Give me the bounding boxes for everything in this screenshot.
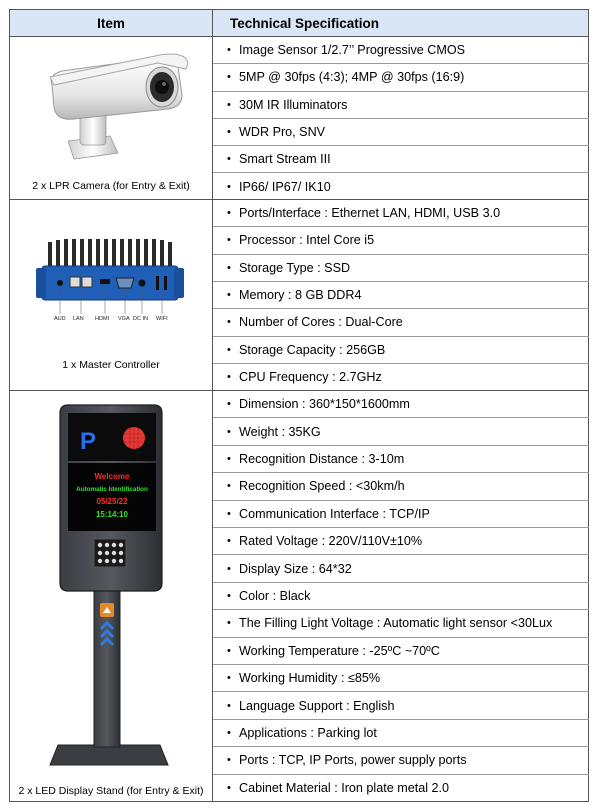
- bullet-icon: •: [227, 398, 231, 411]
- spec-text: Memory : 8 GB DDR4: [239, 288, 362, 303]
- spec-row: [213, 528, 589, 555]
- port-label: WIFI: [156, 316, 168, 322]
- parking-letter: P: [80, 428, 97, 455]
- controller-group: [10, 200, 588, 391]
- controller-item-cell: [10, 200, 213, 390]
- spec-text: Recognition Distance : 3-10m: [239, 451, 405, 466]
- bullet-icon: •: [227, 562, 231, 575]
- spec-row: [213, 720, 589, 747]
- port-label: DC IN: [133, 316, 148, 322]
- spec-text: Ports : TCP, IP Ports, power supply ports: [239, 753, 467, 768]
- bullet-icon: •: [227, 535, 231, 548]
- bullet-icon: •: [227, 316, 231, 329]
- spec-column-header: Technical Specification: [230, 15, 380, 31]
- port-label: LAN: [73, 316, 84, 322]
- master-controller-image: [10, 234, 213, 334]
- camera-group: [10, 37, 588, 200]
- spec-row: [213, 255, 589, 282]
- camera-item-cell: [10, 37, 213, 199]
- bullet-icon: •: [227, 480, 231, 493]
- spec-row: [213, 364, 589, 391]
- display-line2: Automatic Identification: [76, 486, 148, 493]
- spec-row: [213, 227, 589, 254]
- spec-row: [213, 146, 589, 173]
- bullet-icon: •: [227, 699, 231, 712]
- led-display-stand-image: [10, 393, 213, 778]
- spec-row: [213, 610, 589, 637]
- spec-row: [213, 501, 589, 528]
- spec-row: [213, 37, 589, 64]
- lpr-camera-image: [10, 41, 213, 171]
- bullet-icon: •: [227, 452, 231, 465]
- spec-text: Communication Interface : TCP/IP: [239, 506, 430, 521]
- spec-text: 30M IR Illuminators: [239, 97, 348, 112]
- spec-text: Recognition Speed : <30km/h: [239, 479, 405, 494]
- spec-row: [213, 337, 589, 364]
- bullet-icon: •: [227, 425, 231, 438]
- bullet-icon: •: [227, 71, 231, 84]
- bullet-icon: •: [227, 207, 231, 220]
- spec-row: [213, 282, 589, 309]
- port-label: VGA: [118, 316, 130, 322]
- spec-text: 5MP @ 30fps (4:3); 4MP @ 30fps (16:9): [239, 70, 465, 85]
- camera-caption: 2 x LPR Camera (for Entry & Exit): [32, 180, 190, 192]
- spec-text: Cabinet Material : Iron plate metal 2.0: [239, 781, 450, 796]
- bullet-icon: •: [227, 44, 231, 57]
- spec-row: [213, 665, 589, 692]
- display-stand-caption: 2 x LED Display Stand (for Entry & Exit): [18, 785, 204, 797]
- controller-caption: 1 x Master Controller: [62, 359, 160, 371]
- spec-row: [213, 64, 589, 91]
- port-label: HDMI: [95, 316, 110, 322]
- spec-text: Working Humidity : ≤85%: [239, 671, 381, 686]
- item-column-header: Item: [10, 10, 213, 36]
- spec-text: Processor : Intel Core i5: [239, 233, 375, 248]
- spec-row: [213, 473, 589, 500]
- bullet-icon: •: [227, 261, 231, 274]
- spec-row: [213, 309, 589, 336]
- display-date: 05/25/22: [96, 497, 128, 506]
- bullet-icon: •: [227, 589, 231, 602]
- bullet-icon: •: [227, 726, 231, 739]
- spec-row: [213, 91, 589, 118]
- spec-text: Image Sensor 1/2.7’’ Progressive CMOS: [239, 43, 466, 58]
- spec-text: WDR Pro, SNV: [239, 124, 326, 139]
- display-stand-item-cell: [10, 391, 213, 802]
- port-label: AUD: [54, 316, 66, 322]
- table-header: [10, 10, 588, 37]
- spec-row: [213, 775, 589, 802]
- spec-text: Working Temperature : -25ºC ~70ºC: [239, 643, 440, 658]
- spec-row: [213, 747, 589, 774]
- spec-text: IP66/ IP67/ IK10: [239, 179, 331, 194]
- display-welcome: Welcome: [94, 472, 130, 481]
- spec-text: Storage Capacity : 256GB: [239, 342, 386, 357]
- spec-text: Storage Type : SSD: [239, 260, 351, 275]
- bullet-icon: •: [227, 754, 231, 767]
- spec-row: [213, 638, 589, 665]
- bullet-icon: •: [227, 180, 231, 193]
- spec-row: [213, 692, 589, 719]
- spec-row: [213, 555, 589, 582]
- spec-text: The Filling Light Voltage : Automatic light sensor <30Lux: [239, 616, 553, 631]
- bullet-icon: •: [227, 617, 231, 630]
- spec-row: [213, 391, 589, 418]
- spec-text: Smart Stream III: [239, 151, 331, 166]
- bullet-icon: •: [227, 98, 231, 111]
- spec-text: Color : Black: [239, 588, 311, 603]
- bullet-icon: •: [227, 782, 231, 795]
- bullet-icon: •: [227, 672, 231, 685]
- spec-text: Number of Cores : Dual-Core: [239, 315, 403, 330]
- spec-row: [213, 446, 589, 473]
- spec-row: [213, 583, 589, 610]
- spec-row: [213, 119, 589, 146]
- bullet-icon: •: [227, 507, 231, 520]
- spec-text: Ports/Interface : Ethernet LAN, HDMI, USB 3.0: [239, 206, 501, 221]
- bullet-icon: •: [227, 343, 231, 356]
- spec-row: [213, 200, 589, 227]
- bullet-icon: •: [227, 289, 231, 302]
- bullet-icon: •: [227, 644, 231, 657]
- spec-text: Rated Voltage : 220V/110V±10%: [239, 534, 423, 549]
- spec-table: [9, 9, 589, 802]
- spec-text: Display Size : 64*32: [239, 561, 352, 576]
- bullet-icon: •: [227, 371, 231, 384]
- bullet-icon: •: [227, 125, 231, 138]
- display-stand-group: [10, 391, 588, 802]
- spec-text: Weight : 35KG: [239, 424, 321, 439]
- display-time: 15:14:10: [95, 510, 129, 519]
- bullet-icon: •: [227, 152, 231, 165]
- spec-row: [213, 173, 589, 200]
- bullet-icon: •: [227, 234, 231, 247]
- spec-text: Language Support : English: [239, 698, 395, 713]
- spec-text: Dimension : 360*150*1600mm: [239, 397, 410, 412]
- spec-text: Applications : Parking lot: [239, 725, 377, 740]
- spec-text: CPU Frequency : 2.7GHz: [239, 370, 382, 385]
- spec-row: [213, 418, 589, 445]
